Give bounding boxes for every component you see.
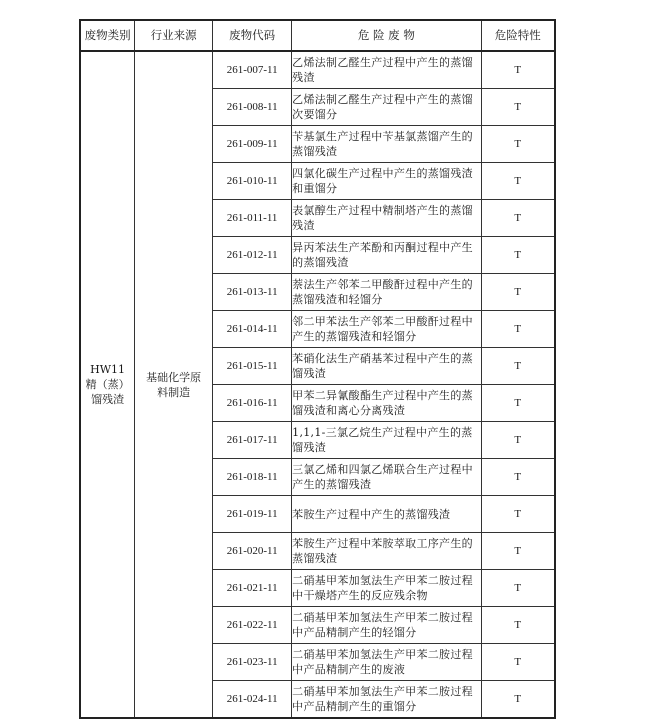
waste-description-cell: 甲苯二异氰酸酯生产过程中产生的蒸馏残渣和离心分离残渣 — [292, 385, 481, 422]
waste-code-cell: 261-023-11 — [213, 644, 292, 681]
hazard-trait-cell: T — [481, 200, 555, 237]
hazard-trait-cell: T — [481, 533, 555, 570]
waste-category-text: 馏残渣 — [91, 393, 125, 406]
waste-code-cell: 261-011-11 — [213, 200, 292, 237]
hazard-trait-cell: T — [481, 459, 555, 496]
waste-code-cell: 261-018-11 — [213, 459, 292, 496]
waste-description-cell: 苯胺生产过程中苯胺萃取工序产生的蒸馏残渣 — [292, 533, 481, 570]
waste-category-text: HW11 — [90, 363, 126, 376]
waste-code-cell: 261-008-11 — [213, 89, 292, 126]
waste-description-cell: 表氯醇生产过程中精制塔产生的蒸馏残渣 — [292, 200, 481, 237]
waste-description-cell: 二硝基甲苯加氢法生产甲苯二胺过程中产品精制产生的废液 — [292, 644, 481, 681]
hazard-trait-cell: T — [481, 51, 555, 89]
hazardous-waste-table — [79, 19, 556, 719]
waste-category-cell — [80, 51, 135, 718]
waste-category-text: 精（蒸） — [85, 378, 130, 391]
waste-description-cell: 二硝基甲苯加氢法生产甲苯二胺过程中产品精制产生的轻馏分 — [292, 607, 481, 644]
waste-description-cell: 乙烯法制乙醛生产过程中产生的蒸馏次要馏分 — [292, 89, 481, 126]
hazard-trait-cell: T — [481, 348, 555, 385]
hazard-trait-cell: T — [481, 126, 555, 163]
waste-description-cell: 1,1,1-三氯乙烷生产过程中产生的蒸馏残渣 — [292, 422, 481, 459]
waste-code-cell: 261-007-11 — [213, 51, 292, 89]
waste-description-cell: 苄基氯生产过程中苄基氯蒸馏产生的蒸馏残渣 — [292, 126, 481, 163]
waste-code-cell: 261-009-11 — [213, 126, 292, 163]
waste-code-cell: 261-013-11 — [213, 274, 292, 311]
waste-description-cell: 异丙苯法生产苯酚和丙酮过程中产生的蒸馏残渣 — [292, 237, 481, 274]
hazard-trait-cell: T — [481, 681, 555, 719]
industry-source-text: 基础化学原 — [146, 370, 202, 384]
waste-code-cell: 261-016-11 — [213, 385, 292, 422]
waste-description-cell: 二硝基甲苯加氢法生产甲苯二胺过程中干燥塔产生的反应残余物 — [292, 570, 481, 607]
industry-source-cell — [135, 51, 213, 718]
table-body — [80, 51, 555, 718]
waste-description-cell: 二硝基甲苯加氢法生产甲苯二胺过程中产品精制产生的重馏分 — [292, 681, 481, 719]
waste-code-cell: 261-010-11 — [213, 163, 292, 200]
hazard-trait-cell: T — [481, 496, 555, 533]
hazard-trait-cell: T — [481, 607, 555, 644]
waste-description-cell: 四氯化碳生产过程中产生的蒸馏残渣和重馏分 — [292, 163, 481, 200]
waste-description-cell: 邻二甲苯法生产邻苯二甲酸酐过程中产生的蒸馏残渣和轻馏分 — [292, 311, 481, 348]
waste-code-cell: 261-021-11 — [213, 570, 292, 607]
waste-code-cell: 261-020-11 — [213, 533, 292, 570]
hazard-trait-cell: T — [481, 89, 555, 126]
hazard-trait-cell: T — [481, 570, 555, 607]
hazard-trait-cell: T — [481, 385, 555, 422]
header-waste: 危 险 废 物 — [292, 20, 481, 51]
waste-description-cell: 萘法生产邻苯二甲酸酐过程中产生的蒸馏残渣和轻馏分 — [292, 274, 481, 311]
header-trait: 危险特性 — [481, 20, 555, 51]
hazard-trait-cell: T — [481, 311, 555, 348]
waste-description-cell: 苯胺生产过程中产生的蒸馏残渣 — [292, 496, 481, 533]
waste-code-cell: 261-024-11 — [213, 681, 292, 719]
header-category: 废物类别 — [80, 20, 135, 51]
waste-description-cell: 乙烯法制乙醛生产过程中产生的蒸馏残渣 — [292, 51, 481, 89]
hazard-trait-cell: T — [481, 237, 555, 274]
waste-code-cell: 261-022-11 — [213, 607, 292, 644]
waste-code-cell: 261-015-11 — [213, 348, 292, 385]
table-header-row — [80, 20, 555, 51]
waste-code-cell: 261-012-11 — [213, 237, 292, 274]
table-row — [80, 51, 555, 89]
header-source: 行业来源 — [135, 20, 213, 51]
hazard-trait-cell: T — [481, 274, 555, 311]
hazard-trait-cell: T — [481, 422, 555, 459]
waste-code-cell: 261-017-11 — [213, 422, 292, 459]
waste-description-cell: 三氯乙烯和四氯乙烯联合生产过程中产生的蒸馏残渣 — [292, 459, 481, 496]
header-code: 废物代码 — [213, 20, 292, 51]
waste-description-cell: 苯硝化法生产硝基苯过程中产生的蒸馏残渣 — [292, 348, 481, 385]
waste-code-cell: 261-019-11 — [213, 496, 292, 533]
hazard-trait-cell: T — [481, 163, 555, 200]
hazard-trait-cell: T — [481, 644, 555, 681]
industry-source-text: 料制造 — [157, 385, 191, 399]
waste-code-cell: 261-014-11 — [213, 311, 292, 348]
